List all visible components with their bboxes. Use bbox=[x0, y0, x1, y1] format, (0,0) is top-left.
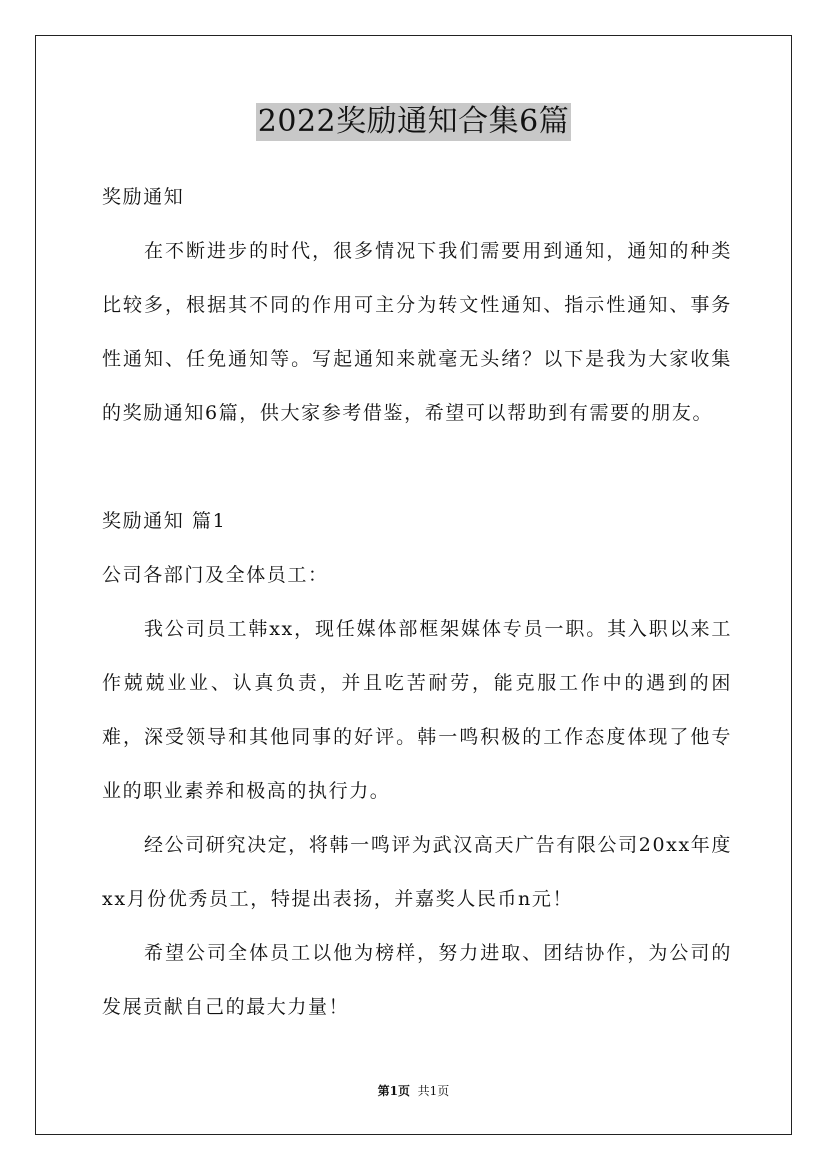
salutation: 公司各部门及全体员工： bbox=[102, 564, 329, 586]
intro-heading: 奖励通知 bbox=[102, 186, 185, 208]
document-title: 2022奖励通知合集6篇 bbox=[257, 104, 570, 139]
body-paragraph-2: 经公司研究决定，将韩一鸣评为武汉高天广告有限公司20xx年度xx月份优秀员工，特提出表扬，并嘉奖人民币n元！ bbox=[102, 834, 732, 910]
page-footer bbox=[0, 1083, 827, 1099]
section-spacer bbox=[102, 440, 732, 494]
body-paragraph-3: 希望公司全体员工以他为榜样，努力进取、团结协作，为公司的发展贡献自己的最大力量！ bbox=[102, 942, 732, 1018]
title-container bbox=[0, 103, 827, 141]
page-total: 共1页 bbox=[417, 1084, 450, 1098]
body-paragraph-1: 我公司员工韩xx，现任媒体部框架媒体专员一职。其入职以来工作兢兢业业、认真负责，并且吃苦耐劳，能克服工作中的遇到的困难，深受领导和其他同事的好评。韩一鸣积极的工作态度体现了他专业的职业素养和极高的执行力。 bbox=[102, 618, 732, 802]
document-body bbox=[102, 170, 732, 1034]
page-number: 第1页 bbox=[377, 1084, 411, 1098]
intro-paragraph: 在不断进步的时代，很多情况下我们需要用到通知，通知的种类比较多，根据其不同的作用可主分为转文性通知、指示性通知、事务性通知、任免通知等。写起通知来就毫无头绪？以下是我为大家收集的奖励通知6篇，供大家参考借鉴，希望可以帮助到有需要的朋友。 bbox=[102, 240, 732, 424]
section-heading: 奖励通知 篇1 bbox=[102, 510, 227, 532]
